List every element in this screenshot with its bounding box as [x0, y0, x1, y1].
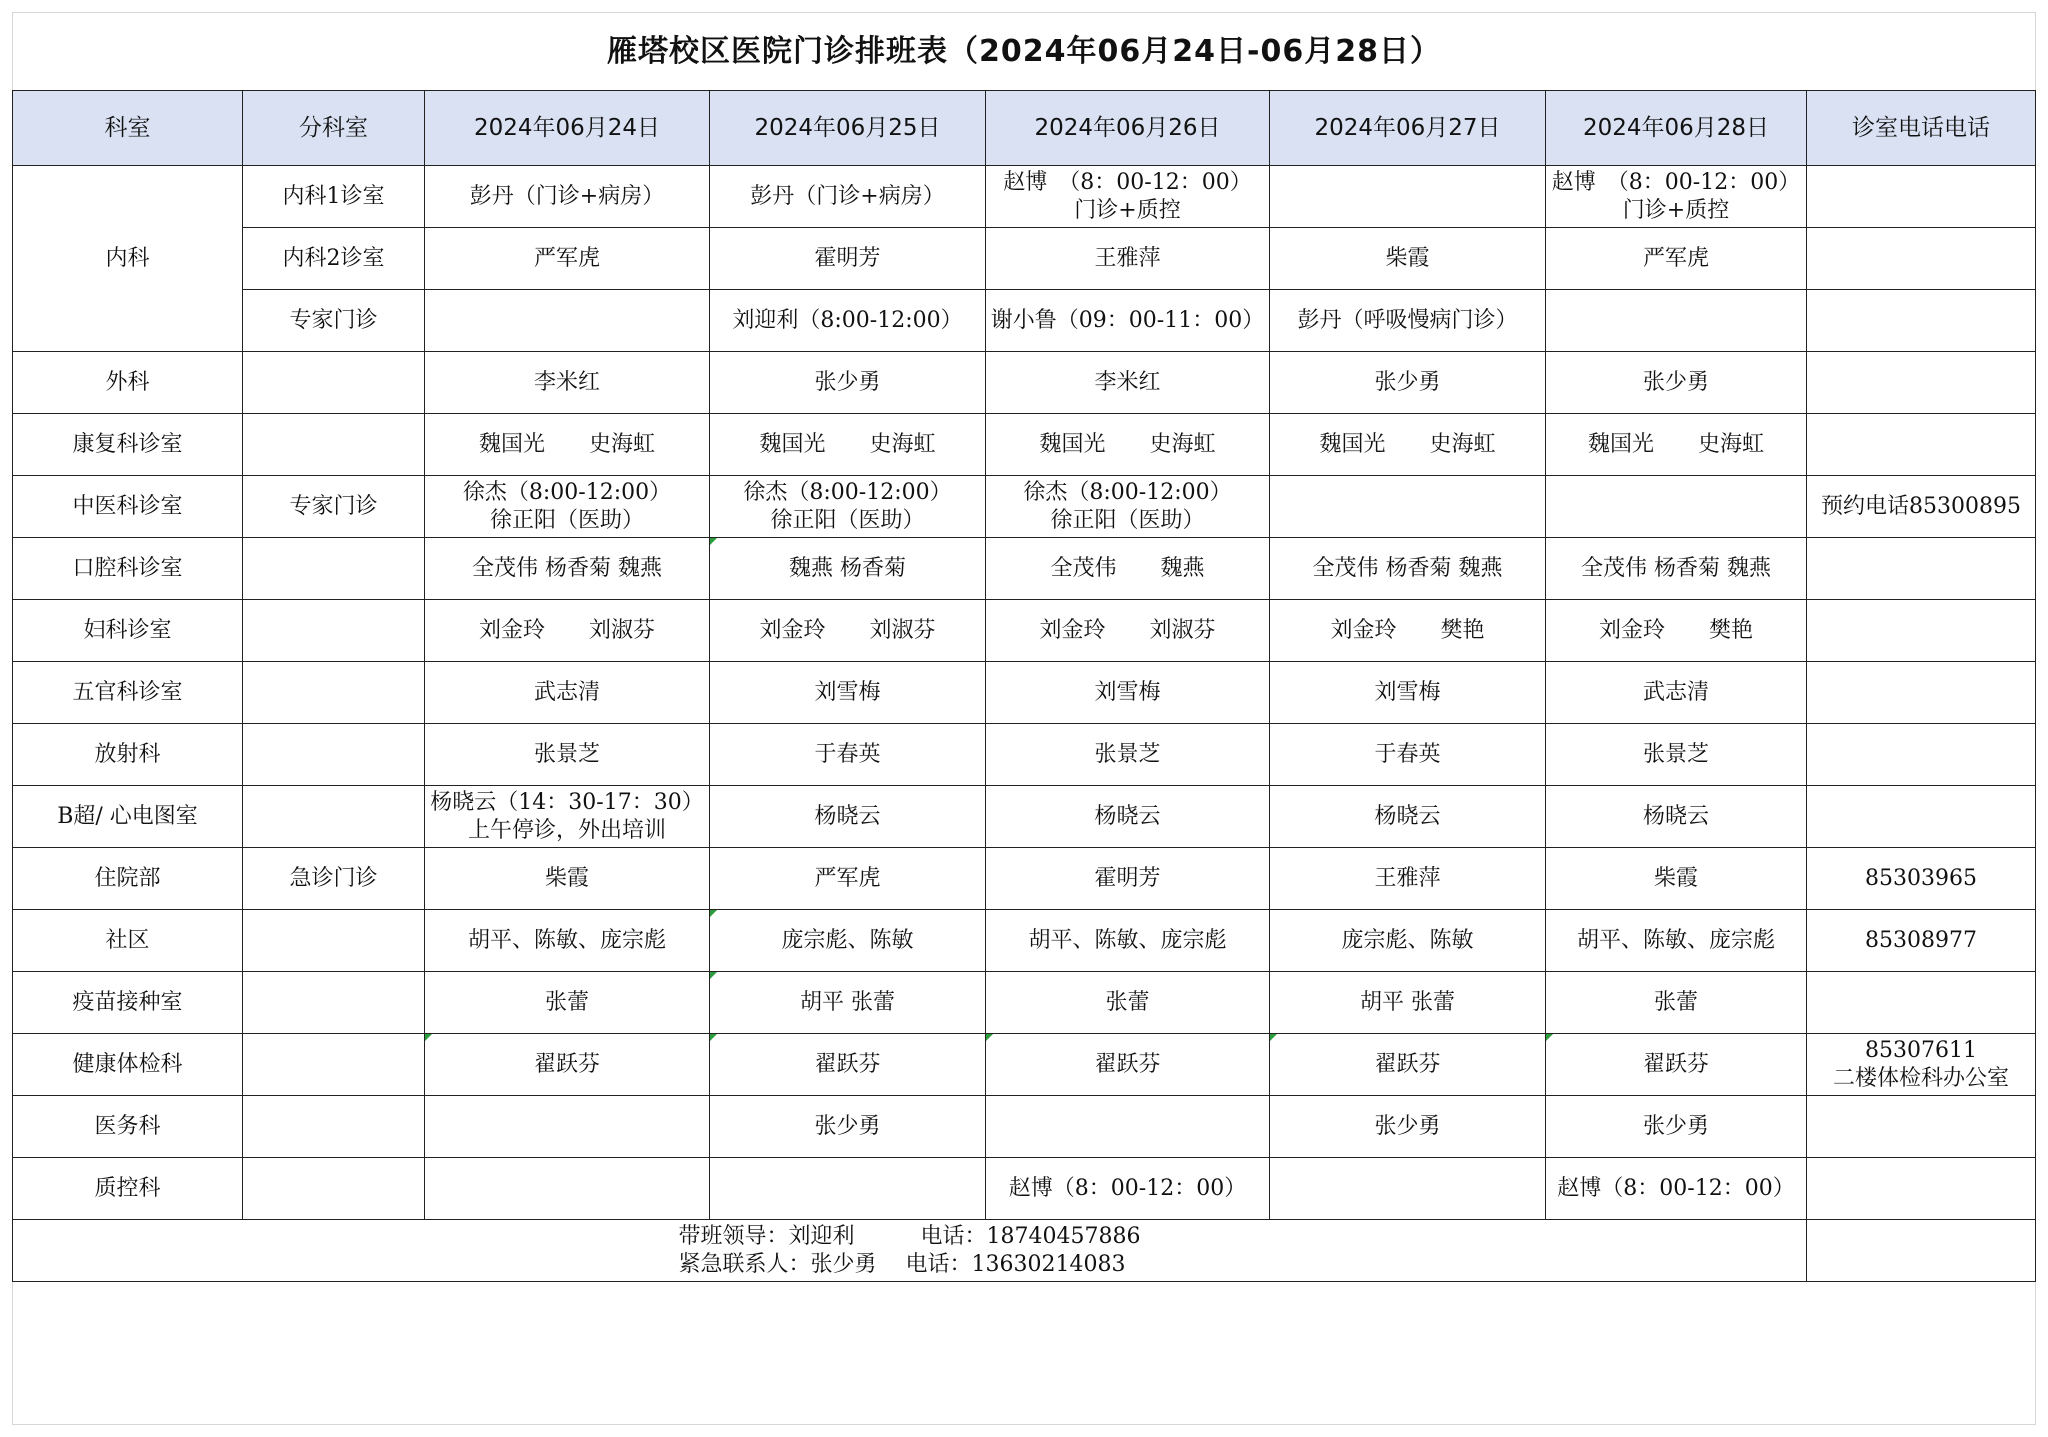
subdept-cell: 内科2诊室: [243, 228, 425, 290]
dept-cell: 健康体检科: [13, 1034, 243, 1096]
table-row: [13, 600, 2036, 662]
schedule-cell: 张少勇: [1270, 352, 1546, 414]
schedule-cell: 彭丹（门诊+病房）: [710, 166, 986, 228]
schedule-cell: 柴霞: [425, 848, 710, 910]
schedule-cell: 刘迎利（8:00-12:00）: [710, 290, 986, 352]
schedule-cell: [425, 1096, 710, 1158]
schedule-cell: 张少勇: [1270, 1096, 1546, 1158]
schedule-cell: 严军虎: [1546, 228, 1807, 290]
schedule-cell: [710, 1158, 986, 1220]
phone-cell: [1807, 786, 2036, 848]
schedule-cell: 霍明芳: [710, 228, 986, 290]
page-title: 雁塔校区医院门诊排班表（2024年06月24日-06月28日）: [607, 34, 1441, 69]
table-row: [13, 848, 2036, 910]
subdept-cell: [243, 414, 425, 476]
schedule-cell: 魏国光 史海虹: [1270, 414, 1546, 476]
table-row: [13, 662, 2036, 724]
footer-row: [13, 1220, 2036, 1282]
table-row: [13, 538, 2036, 600]
schedule-cell: 刘金玲 樊艳: [1546, 600, 1807, 662]
contact-cell: [13, 1220, 1807, 1282]
schedule-line: 门诊+质控: [1074, 197, 1181, 223]
schedule-cell: 谢小鲁（09：00-11：00）: [986, 290, 1270, 352]
subdept-cell: [243, 538, 425, 600]
schedule-cell: 刘金玲 樊艳: [1270, 600, 1546, 662]
table-row: [13, 910, 2036, 972]
schedule-line: 杨晓云（14：30-17：30）: [430, 789, 704, 815]
schedule-cell: 刘雪梅: [986, 662, 1270, 724]
schedule-cell: 赵博（8：00-12：00）: [986, 1158, 1270, 1220]
phone-cell: [1807, 166, 2036, 228]
schedule-cell: 彭丹（门诊+病房）: [425, 166, 710, 228]
schedule-cell: 彭丹（呼吸慢病门诊）: [1270, 290, 1546, 352]
schedule-cell: 刘雪梅: [710, 662, 986, 724]
phone-cell: [1807, 600, 2036, 662]
schedule-cell: 李米红: [986, 352, 1270, 414]
subdept-cell: [243, 352, 425, 414]
schedule-cell: 张蕾: [986, 972, 1270, 1034]
schedule-cell: [425, 290, 710, 352]
subdept-cell: 内科1诊室: [243, 166, 425, 228]
schedule-cell: 魏燕 杨香菊: [710, 538, 986, 600]
header-date-5: 2024年06月28日: [1546, 91, 1807, 166]
schedule-cell: [1270, 1158, 1546, 1220]
schedule-line: 徐杰（8:00-12:00）: [743, 479, 952, 505]
schedule-line: 徐杰（8:00-12:00）: [462, 479, 672, 505]
dept-cell: 社区: [13, 910, 243, 972]
table-row: [13, 1158, 2036, 1220]
phone-cell: 85308977: [1807, 910, 2036, 972]
phone-line: 85307611: [1865, 1037, 1977, 1063]
phone-line: 二楼体检科办公室: [1832, 1065, 2009, 1091]
table-row: [13, 1096, 2036, 1158]
schedule-cell: 刘金玲 刘淑芬: [425, 600, 710, 662]
header-date-4: 2024年06月27日: [1270, 91, 1546, 166]
subdept-cell: [243, 1034, 425, 1096]
dept-cell: B超/ 心电图室: [13, 786, 243, 848]
schedule-cell: [1546, 166, 1807, 228]
phone-cell: [1807, 228, 2036, 290]
contact-block: [679, 1223, 1141, 1279]
schedule-cell: 刘金玲 刘淑芬: [986, 600, 1270, 662]
schedule-cell: 刘金玲 刘淑芬: [710, 600, 986, 662]
schedule-cell: 于春英: [710, 724, 986, 786]
schedule-cell: 张少勇: [710, 352, 986, 414]
table-row: [13, 972, 2036, 1034]
schedule-cell: [425, 1158, 710, 1220]
schedule-cell: 张景芝: [1546, 724, 1807, 786]
schedule-cell: 全茂伟 杨香菊 魏燕: [1270, 538, 1546, 600]
schedule-cell: 全茂伟 杨香菊 魏燕: [1546, 538, 1807, 600]
schedule-cell: 全茂伟 杨香菊 魏燕: [425, 538, 710, 600]
schedule-cell: 庞宗彪、陈敏: [710, 910, 986, 972]
schedule-cell: 李米红: [425, 352, 710, 414]
schedule-cell: 杨晓云: [1270, 786, 1546, 848]
schedule-table: [12, 90, 2036, 1282]
subdept-cell: [243, 600, 425, 662]
subdept-cell: [243, 910, 425, 972]
phone-cell: [1807, 352, 2036, 414]
dept-cell: 住院部: [13, 848, 243, 910]
schedule-cell: 翟跃芬: [425, 1034, 710, 1096]
schedule-cell: [1270, 476, 1546, 538]
schedule-cell: 翟跃芬: [986, 1034, 1270, 1096]
table-row: [13, 786, 2036, 848]
dept-cell: 质控科: [13, 1158, 243, 1220]
phone-cell: 85303965: [1807, 848, 2036, 910]
schedule-cell: 魏国光 史海虹: [1546, 414, 1807, 476]
schedule-line: 上午停诊，外出培训: [467, 817, 666, 843]
schedule-cell: [425, 786, 710, 848]
schedule-line: 赵博 （8：00-12：00）: [1003, 169, 1252, 195]
dept-cell: 内科: [13, 166, 243, 352]
schedule-cell: 张蕾: [425, 972, 710, 1034]
schedule-cell: [1546, 476, 1807, 538]
schedule-cell: 张少勇: [710, 1096, 986, 1158]
schedule-cell: 胡平、陈敏、庞宗彪: [1546, 910, 1807, 972]
schedule-cell: 翟跃芬: [1546, 1034, 1807, 1096]
schedule-cell: 张少勇: [1546, 352, 1807, 414]
schedule-cell: [1270, 166, 1546, 228]
schedule-cell: 王雅萍: [1270, 848, 1546, 910]
subdept-cell: 专家门诊: [243, 476, 425, 538]
schedule-cell: 杨晓云: [986, 786, 1270, 848]
schedule-cell: 魏国光 史海虹: [710, 414, 986, 476]
phone-cell: [1807, 290, 2036, 352]
schedule-cell: 严军虎: [710, 848, 986, 910]
table-row: [13, 352, 2036, 414]
table-row: [13, 166, 2036, 228]
subdept-cell: [243, 1158, 425, 1220]
schedule-line: 徐杰（8:00-12:00）: [1023, 479, 1232, 505]
header-date-2: 2024年06月25日: [710, 91, 986, 166]
schedule-cell: 胡平 张蕾: [710, 972, 986, 1034]
header-date-3: 2024年06月26日: [986, 91, 1270, 166]
dept-cell: 放射科: [13, 724, 243, 786]
dept-cell: 医务科: [13, 1096, 243, 1158]
phone-cell: [1807, 1034, 2036, 1096]
schedule-cell: 胡平 张蕾: [1270, 972, 1546, 1034]
schedule-cell: 张蕾: [1546, 972, 1807, 1034]
emergency-contact-line: 紧急联系人：张少勇 电话：13630214083: [678, 1251, 1126, 1277]
schedule-cell: 张景芝: [986, 724, 1270, 786]
schedule-cell: 胡平、陈敏、庞宗彪: [425, 910, 710, 972]
schedule-cell: 庞宗彪、陈敏: [1270, 910, 1546, 972]
schedule-cell: 魏国光 史海虹: [425, 414, 710, 476]
phone-cell: [1807, 724, 2036, 786]
header-subdept: 分科室: [243, 91, 425, 166]
schedule-cell: 霍明芳: [986, 848, 1270, 910]
phone-cell: [1807, 414, 2036, 476]
schedule-cell: [986, 166, 1270, 228]
table-row: [13, 414, 2036, 476]
dept-cell: 口腔科诊室: [13, 538, 243, 600]
subdept-cell: [243, 1096, 425, 1158]
phone-cell: [1807, 1096, 2036, 1158]
subdept-cell: [243, 662, 425, 724]
subdept-cell: [243, 786, 425, 848]
schedule-cell: 全茂伟 魏燕: [986, 538, 1270, 600]
schedule-cell: 翟跃芬: [1270, 1034, 1546, 1096]
table-row: [13, 724, 2036, 786]
schedule-cell: 张少勇: [1546, 1096, 1807, 1158]
schedule-line: 徐正阳（医助）: [489, 507, 644, 533]
dept-cell: 妇科诊室: [13, 600, 243, 662]
phone-cell: [1807, 538, 2036, 600]
phone-cell: [1807, 1158, 2036, 1220]
schedule-line: 赵博 （8：00-12：00）: [1551, 169, 1801, 195]
table-row: [13, 1034, 2036, 1096]
schedule-line: 徐正阳（医助）: [770, 507, 925, 533]
schedule-cell: 赵博（8：00-12：00）: [1546, 1158, 1807, 1220]
schedule-cell: 柴霞: [1546, 848, 1807, 910]
schedule-cell: [710, 476, 986, 538]
phone-cell: 预约电话85300895: [1807, 476, 2036, 538]
subdept-cell: [243, 724, 425, 786]
schedule-cell: 翟跃芬: [710, 1034, 986, 1096]
header-phone: 诊室电话电话: [1807, 91, 2036, 166]
schedule-cell: 杨晓云: [1546, 786, 1807, 848]
header-row: [13, 91, 2036, 166]
duty-leader-line: 带班领导：刘迎利 电话：18740457886: [678, 1223, 1141, 1249]
schedule-cell: 武志清: [1546, 662, 1807, 724]
phone-cell: [1807, 972, 2036, 1034]
table-row: [13, 290, 2036, 352]
schedule-cell: 杨晓云: [710, 786, 986, 848]
table-row: [13, 476, 2036, 538]
schedule-cell: [425, 476, 710, 538]
dept-cell: 康复科诊室: [13, 414, 243, 476]
schedule-cell: [986, 476, 1270, 538]
header-date-1: 2024年06月24日: [425, 91, 710, 166]
subdept-cell: 急诊门诊: [243, 848, 425, 910]
schedule-cell: [1546, 290, 1807, 352]
schedule-cell: 于春英: [1270, 724, 1546, 786]
schedule-cell: 武志清: [425, 662, 710, 724]
schedule-cell: 胡平、陈敏、庞宗彪: [986, 910, 1270, 972]
schedule-line: 门诊+质控: [1622, 197, 1730, 223]
dept-cell: 中医科诊室: [13, 476, 243, 538]
schedule-cell: 刘雪梅: [1270, 662, 1546, 724]
phone-cell: [1807, 1220, 2036, 1282]
schedule-cell: 张景芝: [425, 724, 710, 786]
schedule-cell: 王雅萍: [986, 228, 1270, 290]
subdept-cell: 专家门诊: [243, 290, 425, 352]
schedule-cell: [986, 1096, 1270, 1158]
dept-cell: 疫苗接种室: [13, 972, 243, 1034]
subdept-cell: [243, 972, 425, 1034]
header-dept: 科室: [13, 91, 243, 166]
schedule-cell: 魏国光 史海虹: [986, 414, 1270, 476]
table-row: [13, 228, 2036, 290]
schedule-line: 徐正阳（医助）: [1050, 507, 1205, 533]
dept-cell: 外科: [13, 352, 243, 414]
dept-cell: 五官科诊室: [13, 662, 243, 724]
phone-cell: [1807, 662, 2036, 724]
schedule-cell: 严军虎: [425, 228, 710, 290]
schedule-cell: 柴霞: [1270, 228, 1546, 290]
